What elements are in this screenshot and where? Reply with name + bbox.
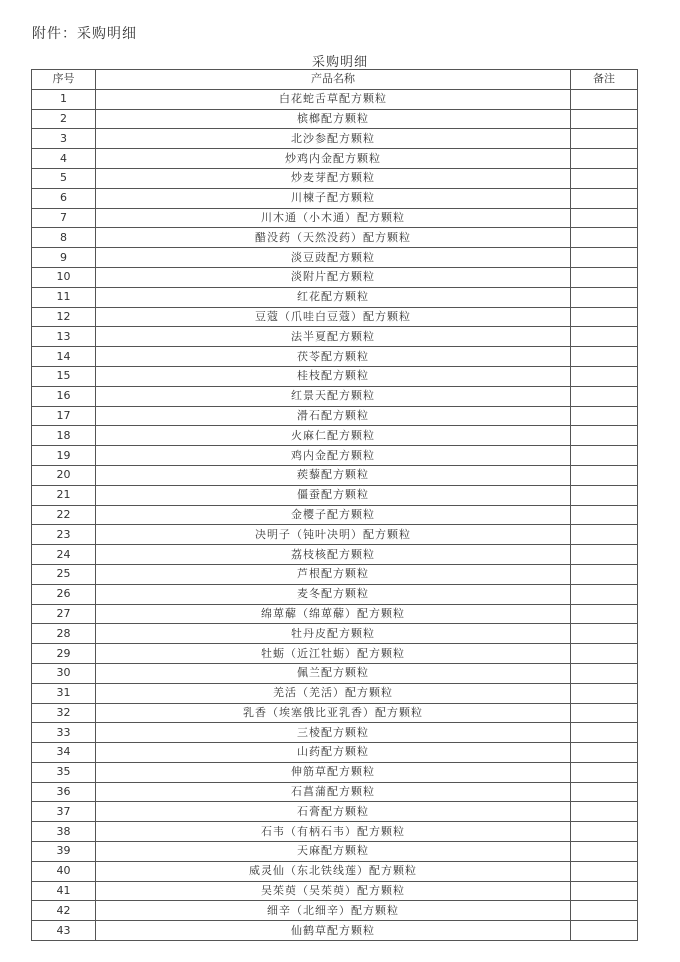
row-serial-number: 2 bbox=[32, 109, 96, 129]
row-remarks bbox=[571, 762, 638, 782]
row-serial-number: 3 bbox=[32, 129, 96, 149]
row-serial-number: 16 bbox=[32, 386, 96, 406]
table-row bbox=[32, 287, 638, 307]
row-remarks bbox=[571, 604, 638, 624]
row-serial-number: 23 bbox=[32, 525, 96, 545]
row-remarks bbox=[571, 109, 638, 129]
document-title: 采购明细 bbox=[311, 55, 368, 70]
row-product-name: 乳香（埃塞俄比亚乳香）配方颗粒 bbox=[96, 703, 571, 723]
row-remarks bbox=[571, 842, 638, 862]
row-serial-number: 34 bbox=[32, 743, 96, 763]
table-row bbox=[32, 762, 638, 782]
table-row bbox=[32, 624, 638, 644]
row-product-name: 羌活（羌活）配方颗粒 bbox=[96, 683, 571, 703]
row-serial-number: 36 bbox=[32, 782, 96, 802]
row-product-name: 槟榔配方颗粒 bbox=[96, 109, 571, 129]
row-product-name: 牡丹皮配方颗粒 bbox=[96, 624, 571, 644]
row-remarks bbox=[571, 208, 638, 228]
row-remarks bbox=[571, 465, 638, 485]
row-product-name: 石菖蒲配方颗粒 bbox=[96, 782, 571, 802]
row-product-name: 佩兰配方颗粒 bbox=[96, 663, 571, 683]
table-row bbox=[32, 842, 638, 862]
row-product-name: 桂枝配方颗粒 bbox=[96, 366, 571, 386]
row-product-name: 淡豆豉配方颗粒 bbox=[96, 248, 571, 268]
table-row bbox=[32, 505, 638, 525]
table-row bbox=[32, 485, 638, 505]
row-remarks bbox=[571, 307, 638, 327]
row-product-name: 威灵仙（东北铁线莲）配方颗粒 bbox=[96, 861, 571, 881]
table-row bbox=[32, 683, 638, 703]
row-product-name: 蒺藜配方颗粒 bbox=[96, 465, 571, 485]
row-remarks bbox=[571, 89, 638, 109]
row-remarks bbox=[571, 248, 638, 268]
row-remarks bbox=[571, 406, 638, 426]
row-serial-number: 28 bbox=[32, 624, 96, 644]
table-row bbox=[32, 545, 638, 565]
row-serial-number: 33 bbox=[32, 723, 96, 743]
row-serial-number: 8 bbox=[32, 228, 96, 248]
row-remarks bbox=[571, 861, 638, 881]
row-product-name: 牡蛎（近江牡蛎）配方颗粒 bbox=[96, 644, 571, 664]
header-remarks: 备注 bbox=[571, 70, 638, 90]
header-row bbox=[32, 70, 638, 90]
table-row bbox=[32, 465, 638, 485]
table-header bbox=[32, 70, 638, 90]
row-product-name: 三棱配方颗粒 bbox=[96, 723, 571, 743]
row-serial-number: 31 bbox=[32, 683, 96, 703]
row-serial-number: 1 bbox=[32, 89, 96, 109]
row-serial-number: 4 bbox=[32, 149, 96, 169]
row-product-name: 醋没药（天然没药）配方颗粒 bbox=[96, 228, 571, 248]
row-remarks bbox=[571, 505, 638, 525]
table-row bbox=[32, 248, 638, 268]
row-product-name: 伸筋草配方颗粒 bbox=[96, 762, 571, 782]
row-remarks bbox=[571, 168, 638, 188]
row-product-name: 北沙参配方颗粒 bbox=[96, 129, 571, 149]
table-row bbox=[32, 604, 638, 624]
row-serial-number: 7 bbox=[32, 208, 96, 228]
row-remarks bbox=[571, 327, 638, 347]
row-product-name: 淡附片配方颗粒 bbox=[96, 267, 571, 287]
row-product-name: 鸡内金配方颗粒 bbox=[96, 446, 571, 466]
row-remarks bbox=[571, 802, 638, 822]
row-serial-number: 40 bbox=[32, 861, 96, 881]
row-remarks bbox=[571, 188, 638, 208]
row-product-name: 细辛（北细辛）配方颗粒 bbox=[96, 901, 571, 921]
row-serial-number: 21 bbox=[32, 485, 96, 505]
table-row bbox=[32, 109, 638, 129]
row-remarks bbox=[571, 644, 638, 664]
table-row bbox=[32, 149, 638, 169]
row-product-name: 川木通（小木通）配方颗粒 bbox=[96, 208, 571, 228]
table-row bbox=[32, 723, 638, 743]
row-remarks bbox=[571, 129, 638, 149]
row-remarks bbox=[571, 901, 638, 921]
row-serial-number: 37 bbox=[32, 802, 96, 822]
row-remarks bbox=[571, 723, 638, 743]
table-row bbox=[32, 89, 638, 109]
table-row bbox=[32, 307, 638, 327]
row-serial-number: 35 bbox=[32, 762, 96, 782]
row-serial-number: 39 bbox=[32, 842, 96, 862]
row-product-name: 仙鹤草配方颗粒 bbox=[96, 921, 571, 941]
row-serial-number: 6 bbox=[32, 188, 96, 208]
row-serial-number: 38 bbox=[32, 822, 96, 842]
table-row bbox=[32, 406, 638, 426]
row-serial-number: 30 bbox=[32, 663, 96, 683]
row-product-name: 绵萆薢（绵萆薢）配方颗粒 bbox=[96, 604, 571, 624]
row-remarks bbox=[571, 347, 638, 367]
row-serial-number: 24 bbox=[32, 545, 96, 565]
table-row bbox=[32, 168, 638, 188]
row-serial-number: 41 bbox=[32, 881, 96, 901]
row-remarks bbox=[571, 624, 638, 644]
table-row bbox=[32, 822, 638, 842]
table-row bbox=[32, 446, 638, 466]
row-remarks bbox=[571, 881, 638, 901]
row-remarks bbox=[571, 386, 638, 406]
table-row bbox=[32, 188, 638, 208]
row-remarks bbox=[571, 267, 638, 287]
row-serial-number: 19 bbox=[32, 446, 96, 466]
row-product-name: 僵蚕配方颗粒 bbox=[96, 485, 571, 505]
table-row bbox=[32, 366, 638, 386]
row-serial-number: 18 bbox=[32, 426, 96, 446]
row-remarks bbox=[571, 446, 638, 466]
row-serial-number: 32 bbox=[32, 703, 96, 723]
table-row bbox=[32, 663, 638, 683]
table-row bbox=[32, 921, 638, 941]
procurement-detail-table bbox=[31, 69, 638, 941]
row-remarks bbox=[571, 822, 638, 842]
row-product-name: 茯苓配方颗粒 bbox=[96, 347, 571, 367]
table-row bbox=[32, 644, 638, 664]
row-serial-number: 42 bbox=[32, 901, 96, 921]
row-product-name: 麦冬配方颗粒 bbox=[96, 584, 571, 604]
row-serial-number: 27 bbox=[32, 604, 96, 624]
row-serial-number: 10 bbox=[32, 267, 96, 287]
row-product-name: 滑石配方颗粒 bbox=[96, 406, 571, 426]
table-row bbox=[32, 426, 638, 446]
row-remarks bbox=[571, 683, 638, 703]
row-remarks bbox=[571, 525, 638, 545]
row-remarks bbox=[571, 287, 638, 307]
row-serial-number: 12 bbox=[32, 307, 96, 327]
row-product-name: 芦根配方颗粒 bbox=[96, 564, 571, 584]
row-remarks bbox=[571, 545, 638, 565]
row-serial-number: 22 bbox=[32, 505, 96, 525]
row-remarks bbox=[571, 743, 638, 763]
row-product-name: 火麻仁配方颗粒 bbox=[96, 426, 571, 446]
attachment-label: 附件：采购明细 bbox=[32, 26, 137, 42]
row-serial-number: 13 bbox=[32, 327, 96, 347]
row-serial-number: 26 bbox=[32, 584, 96, 604]
row-remarks bbox=[571, 426, 638, 446]
row-product-name: 天麻配方颗粒 bbox=[96, 842, 571, 862]
row-product-name: 吴茱萸（吴茱萸）配方颗粒 bbox=[96, 881, 571, 901]
row-product-name: 荔枝核配方颗粒 bbox=[96, 545, 571, 565]
table-row bbox=[32, 129, 638, 149]
table-row bbox=[32, 525, 638, 545]
row-serial-number: 14 bbox=[32, 347, 96, 367]
row-serial-number: 20 bbox=[32, 465, 96, 485]
table-row bbox=[32, 386, 638, 406]
row-serial-number: 9 bbox=[32, 248, 96, 268]
row-remarks bbox=[571, 228, 638, 248]
table-row bbox=[32, 901, 638, 921]
row-serial-number: 11 bbox=[32, 287, 96, 307]
row-product-name: 石膏配方颗粒 bbox=[96, 802, 571, 822]
table-row bbox=[32, 584, 638, 604]
row-product-name: 炒鸡内金配方颗粒 bbox=[96, 149, 571, 169]
row-remarks bbox=[571, 663, 638, 683]
table-row bbox=[32, 208, 638, 228]
row-remarks bbox=[571, 485, 638, 505]
row-serial-number: 17 bbox=[32, 406, 96, 426]
row-remarks bbox=[571, 921, 638, 941]
table-row bbox=[32, 861, 638, 881]
row-product-name: 川楝子配方颗粒 bbox=[96, 188, 571, 208]
row-serial-number: 43 bbox=[32, 921, 96, 941]
table-row bbox=[32, 743, 638, 763]
row-remarks bbox=[571, 149, 638, 169]
row-product-name: 山药配方颗粒 bbox=[96, 743, 571, 763]
row-product-name: 豆蔻（爪哇白豆蔻）配方颗粒 bbox=[96, 307, 571, 327]
row-product-name: 红景天配方颗粒 bbox=[96, 386, 571, 406]
row-product-name: 炒麦芽配方颗粒 bbox=[96, 168, 571, 188]
table-row bbox=[32, 564, 638, 584]
row-remarks bbox=[571, 584, 638, 604]
table-row bbox=[32, 228, 638, 248]
row-product-name: 决明子（钝叶决明）配方颗粒 bbox=[96, 525, 571, 545]
table-row bbox=[32, 347, 638, 367]
row-product-name: 金樱子配方颗粒 bbox=[96, 505, 571, 525]
row-remarks bbox=[571, 703, 638, 723]
table-row bbox=[32, 327, 638, 347]
row-product-name: 白花蛇舌草配方颗粒 bbox=[96, 89, 571, 109]
header-product-name: 产品名称 bbox=[96, 70, 571, 90]
row-serial-number: 5 bbox=[32, 168, 96, 188]
header-serial-number: 序号 bbox=[32, 70, 96, 90]
row-serial-number: 29 bbox=[32, 644, 96, 664]
row-serial-number: 15 bbox=[32, 366, 96, 386]
row-serial-number: 25 bbox=[32, 564, 96, 584]
table-row bbox=[32, 802, 638, 822]
row-remarks bbox=[571, 366, 638, 386]
row-product-name: 石韦（有柄石韦）配方颗粒 bbox=[96, 822, 571, 842]
table-row bbox=[32, 782, 638, 802]
table-row bbox=[32, 267, 638, 287]
row-remarks bbox=[571, 564, 638, 584]
table-row bbox=[32, 703, 638, 723]
table-body bbox=[32, 89, 638, 940]
row-product-name: 法半夏配方颗粒 bbox=[96, 327, 571, 347]
table-row bbox=[32, 881, 638, 901]
row-product-name: 红花配方颗粒 bbox=[96, 287, 571, 307]
row-remarks bbox=[571, 782, 638, 802]
